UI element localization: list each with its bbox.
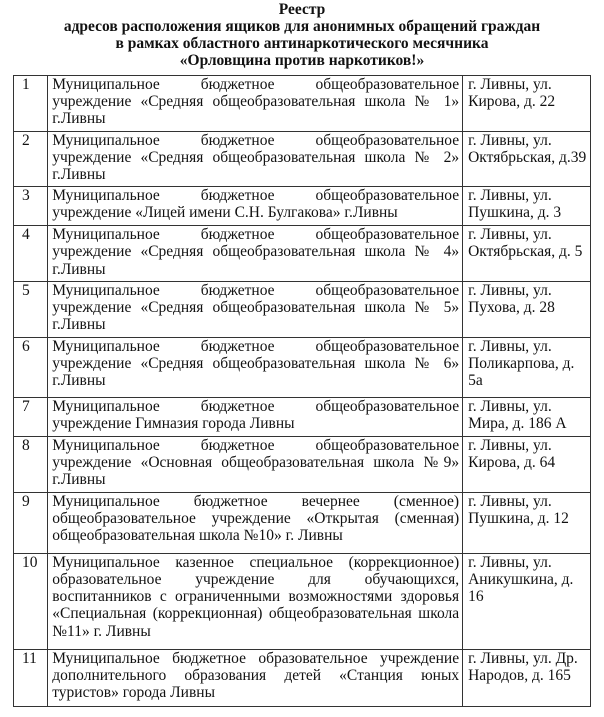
institution-address: г. Ливны, ул. Пухова, д. 28 [463, 281, 591, 337]
institution-name: Муниципальное бюджетное общеобразовательное учреждение «Средняя общеобразовательная школа № 2» г.Ливны [48, 131, 463, 187]
row-number: 7 [14, 397, 48, 436]
row-number: 1 [14, 76, 48, 132]
institution-name: Муниципальное бюджетное общеобразовательное учреждение «Средняя общеобразовательная школа № 4» г.Ливны [48, 226, 463, 282]
table-row [14, 226, 591, 282]
institution-name: Муниципальное бюджетное общеобразовательное учреждение «Основная общеобразовательная школа №9» г.Ливны [48, 436, 463, 492]
institution-address: г. Ливны, ул. Кирова, д. 64 [463, 436, 591, 492]
row-number: 2 [14, 131, 48, 187]
row-number: 11 [14, 649, 48, 706]
table-row [14, 337, 591, 397]
institution-address: г. Ливны, ул. Кирова, д. 22 [463, 76, 591, 132]
table-row [14, 187, 591, 226]
institution-address: г. Ливны, ул. Пушкина, д. 12 [463, 492, 591, 553]
table-row [14, 397, 591, 436]
registry-table [13, 75, 591, 707]
table-row [14, 76, 591, 132]
table-row [14, 131, 591, 187]
table-row [14, 436, 591, 492]
institution-name: Муниципальное бюджетное общеобразовательное учреждение «Средняя общеобразовательная школа № 1» г.Ливны [48, 76, 463, 132]
row-number: 8 [14, 436, 48, 492]
institution-name: Муниципальное бюджетное общеобразовательное учреждение Гимназия города Ливны [48, 397, 463, 436]
institution-name: Муниципальное бюджетное вечернее (сменное) общеобразовательное учреждение «Открытая (сменная) общеобразовательная школа №10» г. Ливны [48, 492, 463, 553]
row-number: 9 [14, 492, 48, 553]
document-header [0, 0, 604, 69]
row-number: 5 [14, 281, 48, 337]
institution-name: Муниципальное бюджетное общеобразовательное учреждение «Средняя общеобразовательная школа № 6» г.Ливны [48, 337, 463, 397]
institution-address: г. Ливны, ул. Пушкина, д. 3 [463, 187, 591, 226]
row-number: 4 [14, 226, 48, 282]
table-row [14, 281, 591, 337]
institution-name: Муниципальное бюджетное образовательное учреждение дополнительного образования детей «Станция юных туристов» города Ливны [48, 649, 463, 706]
institution-address: г. Ливны, ул. Поликарпова, д. 5а [463, 337, 591, 397]
institution-name: Муниципальное бюджетное общеобразовательное учреждение «Средняя общеобразовательная школа № 5» г.Ливны [48, 281, 463, 337]
institution-address: г. Ливны, ул. Мира, д. 186 А [463, 397, 591, 436]
institution-address: г. Ливны, ул. Октябрьская, д.39 [463, 131, 591, 187]
institution-name: Муниципальное казенное специальное (коррекционное) образовательное учреждение для обучающихся, воспитанников с ограниченными возможностями здоровья «Специальная (коррекционная) общеобразовательная школа №11» г. Ливны [48, 553, 463, 649]
institution-address: г. Ливны, ул. Аникушкина, д. 16 [463, 553, 591, 649]
table-row [14, 649, 591, 706]
row-number: 3 [14, 187, 48, 226]
header-subtitle-2: в рамках областного антинаркотического месячника [115, 35, 489, 52]
institution-address: г. Ливны, ул. Октябрьская, д. 5 [463, 226, 591, 282]
table-row [14, 553, 591, 649]
header-campaign-name: «Орловщина против наркотиков!» [179, 52, 425, 69]
header-title: Реестр [278, 1, 326, 18]
institution-address: г. Ливны, ул. Др. Народов, д. 165 [463, 649, 591, 706]
row-number: 6 [14, 337, 48, 397]
institution-name: Муниципальное бюджетное общеобразовательное учреждение «Лицей имени С.Н. Булгакова» г.Ливны [48, 187, 463, 226]
table-row [14, 492, 591, 553]
header-subtitle-1: адресов расположения ящиков для анонимных обращений граждан [63, 18, 541, 35]
row-number: 10 [14, 553, 48, 649]
